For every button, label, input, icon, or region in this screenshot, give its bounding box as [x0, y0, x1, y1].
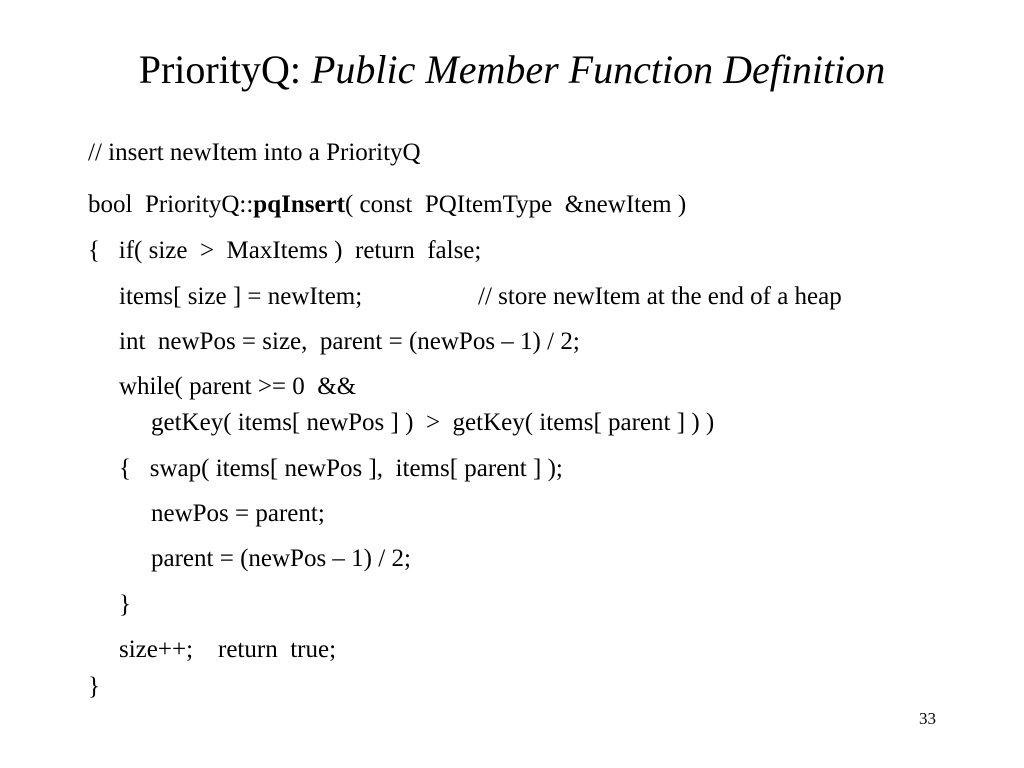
code-inline-comment: // store newItem at the end of a heap [478, 283, 842, 310]
slide-title [0, 42, 1024, 98]
code-line: } [88, 673, 100, 700]
code-line: { if( size > MaxItems ) return false; [88, 237, 482, 264]
code-line: int newPos = size, parent = (newPos – 1) / 2; [119, 328, 580, 355]
code-comment-header: // insert newItem into a PriorityQ [88, 139, 421, 166]
code-line: getKey( items[ newPos ] ) > getKey( items[ parent ] ) ) [151, 409, 715, 436]
code-line: while( parent >= 0 && [119, 373, 357, 400]
title-italic: Public Member Function Definition [310, 47, 886, 92]
code-line: } [119, 591, 131, 618]
function-name: pqInsert [253, 191, 345, 218]
page-number: 33 [919, 709, 936, 728]
code-line: parent = (newPos – 1) / 2; [151, 545, 411, 572]
code-line: { swap( items[ newPos ], items[ parent ] ); [119, 455, 563, 482]
function-signature [88, 190, 686, 220]
title-main: PriorityQ: [138, 47, 311, 92]
code-line: items[ size ] = newItem; [119, 283, 363, 310]
code-line: newPos = parent; [151, 500, 325, 527]
signature-prefix: bool PriorityQ:: [88, 191, 254, 218]
signature-suffix: ( const PQItemType &newItem ) [344, 191, 687, 218]
code-line: size++; return true; [119, 636, 337, 663]
